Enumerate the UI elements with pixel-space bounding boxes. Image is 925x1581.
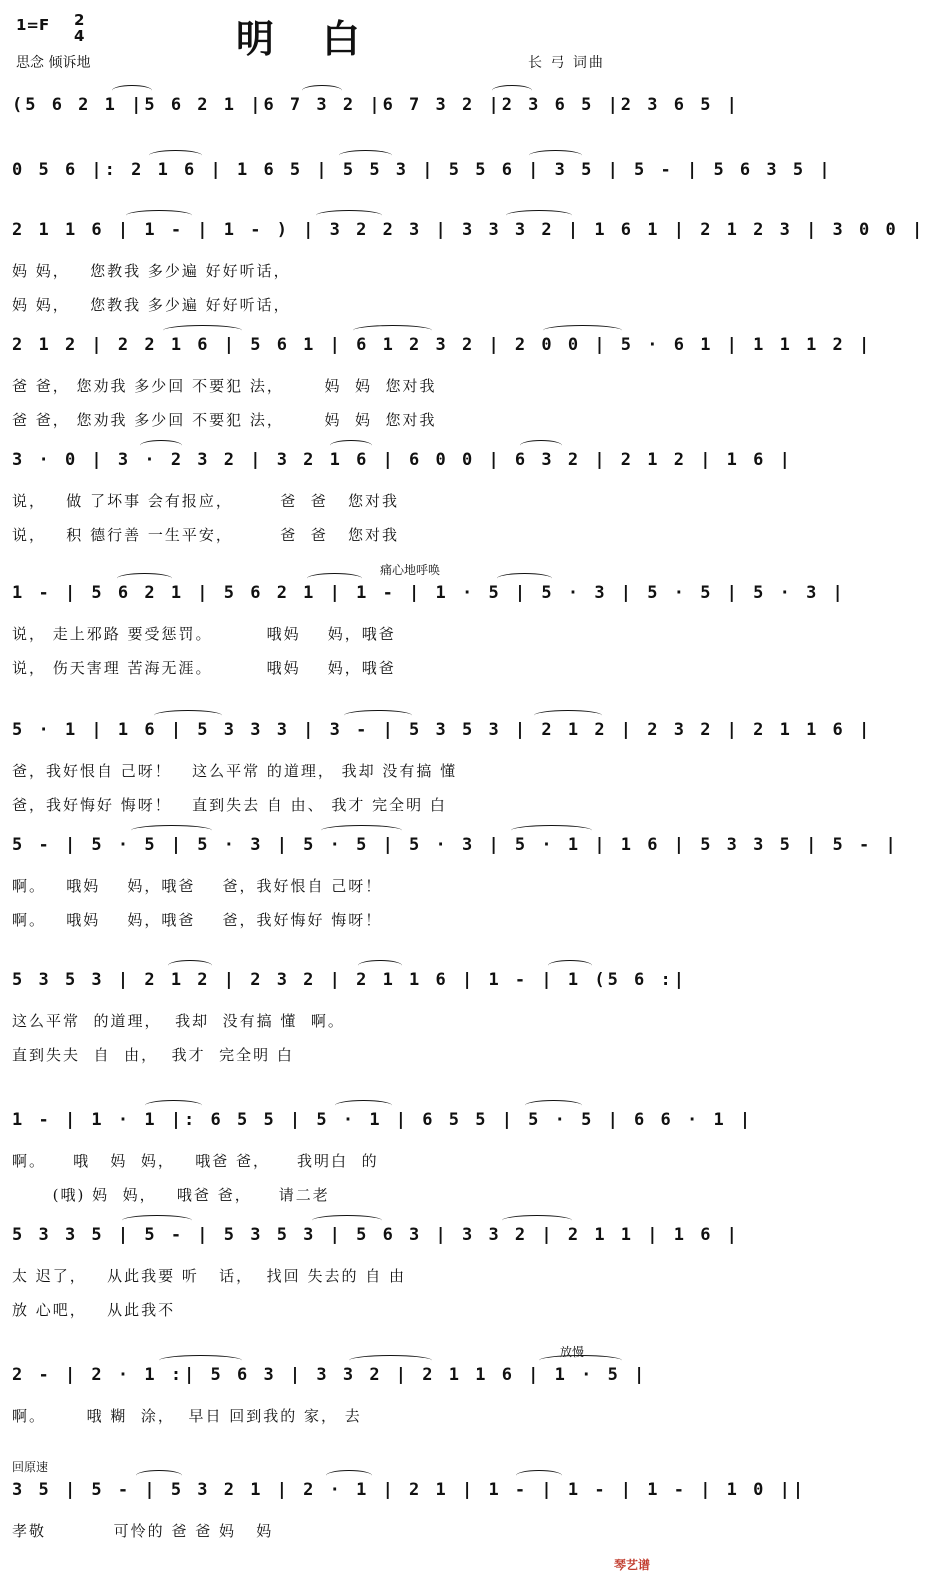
slur-mark (140, 440, 182, 451)
notation-line: 2 - | 2 · 1 :| 5 6 3 | 3 3 2 | 2 1 1 6 | 1 · 5 | (12, 1365, 648, 1385)
lyric-line: 说， 做 了坏事 会有报应， 爸 爸 您对我 (12, 492, 400, 510)
slur-mark (126, 210, 192, 221)
time-signature-top: 2 (74, 11, 85, 29)
slur-mark (543, 325, 622, 336)
song-title: 明白 (236, 16, 409, 61)
watermark-logo: 琴艺谱 (613, 1558, 650, 1572)
lyric-line: 妈 妈， 您教我 多少遍 好好听话， (12, 296, 291, 314)
slur-mark (502, 1215, 572, 1226)
slur-mark (497, 573, 552, 584)
slur-mark (159, 1355, 242, 1366)
lyric-line: 爸，我好悔好 悔呀！ 直到失去 自 由、 我才 完全明 白 (12, 796, 447, 814)
slur-mark (131, 825, 212, 836)
notation-line: 5 3 5 3 | 2 1 2 | 2 3 2 | 2 1 1 6 | 1 - | 1 (5 6 :| (12, 970, 687, 990)
performance-annotation: 放慢 (560, 1345, 585, 1359)
lyric-line: 啊。 哦妈 妈，哦爸 爸，我好悔好 悔呀！ (12, 911, 383, 929)
lyric-line: 放 心吧， 从此我不 (12, 1301, 176, 1319)
lyric-line: 妈 妈， 您教我 多少遍 好好听话， (12, 262, 291, 280)
notation-line: 3 · 0 | 3 · 2 3 2 | 3 2 1 6 | 6 0 0 | 6 3 2 | 2 1 2 | 1 6 | (12, 450, 793, 470)
lyric-line: (哦) 妈 妈， 哦爸 爸， 请二老 (12, 1186, 330, 1204)
slur-mark (349, 1355, 432, 1366)
lyric-line: 啊。 哦妈 妈，哦爸 爸，我好恨自 己呀！ (12, 877, 383, 895)
slur-mark (335, 1100, 392, 1111)
slur-mark (492, 85, 532, 96)
slur-mark (516, 1470, 562, 1481)
lyric-line: 太 迟了， 从此我要 听 话， 找回 失去的 自 由 (12, 1267, 406, 1285)
lyric-line: 啊。 哦 妈 妈， 哦爸 爸， 我明白 的 (12, 1152, 379, 1170)
time-signature (74, 12, 84, 44)
lyric-line: 这么平常 的道理， 我却 没有搞 懂 啊。 (12, 1012, 345, 1030)
slur-mark (168, 960, 212, 971)
slur-mark (117, 573, 172, 584)
slur-mark (145, 1100, 202, 1111)
lyric-line: 爸，我好恨自 己呀！ 这么平常 的道理， 我却 没有搞 懂 (12, 762, 458, 780)
slur-mark (154, 710, 222, 721)
performance-annotation: 回原速 (12, 1460, 49, 1474)
lyric-line: 说， 走上邪路 要受惩罚。 哦妈 妈，哦爸 (12, 625, 396, 643)
lyric-line: 直到失夫 自 由， 我才 完全明 白 (12, 1046, 294, 1064)
slur-mark (312, 1215, 382, 1226)
notation-line: 2 1 2 | 2 2 1 6 | 5 6 1 | 6 1 2 3 2 | 2 0 0 | 5 · 6 1 | 1 1 1 2 | (12, 335, 873, 355)
notation-line: 1 - | 5 6 2 1 | 5 6 2 1 | 1 - | 1 · 5 | 5 · 3 | 5 · 5 | 5 · 3 | (12, 583, 846, 603)
lyric-line: 啊。 哦 糊 涂， 早日 回到我的 家， 去 (12, 1407, 362, 1425)
slur-mark (534, 710, 602, 721)
author-credit: 长 弓 词曲 (528, 55, 605, 71)
slur-mark (136, 1470, 182, 1481)
slur-mark (525, 1100, 582, 1111)
notation-line: 5 · 1 | 1 6 | 5 3 3 3 | 3 - | 5 3 5 3 | 2 1 2 | 2 3 2 | 2 1 1 6 | (12, 720, 873, 740)
slur-mark (529, 150, 582, 161)
slur-mark (149, 150, 202, 161)
slur-mark (511, 825, 592, 836)
slur-mark (548, 960, 592, 971)
slur-mark (353, 325, 432, 336)
slur-mark (520, 440, 562, 451)
slur-mark (122, 1215, 192, 1226)
notation-line: 2 1 1 6 | 1 - | 1 - ) | 3 2 2 3 | 3 3 3 2 | 1 6 1 | 2 1 2 3 | 3 0 0 | (12, 220, 925, 240)
slur-mark (321, 825, 402, 836)
key-signature: 1=F (16, 16, 50, 34)
notation-line: 1 - | 1 · 1 |: 6 5 5 | 5 · 1 | 6 5 5 | 5 · 5 | 6 6 · 1 | (12, 1110, 754, 1130)
slur-mark (344, 710, 412, 721)
slur-mark (330, 440, 372, 451)
notation-line: 5 - | 5 · 5 | 5 · 3 | 5 · 5 | 5 · 3 | 5 · 1 | 1 6 | 5 3 3 5 | 5 - | (12, 835, 899, 855)
slur-mark (339, 150, 392, 161)
notation-line: 5 3 3 5 | 5 - | 5 3 5 3 | 5 6 3 | 3 3 2 | 2 1 1 | 1 6 | (12, 1225, 740, 1245)
slur-mark (539, 1355, 622, 1366)
slur-mark (307, 573, 362, 584)
lyric-line: 说， 积 德行善 一生平安， 爸 爸 您对我 (12, 526, 400, 544)
slur-mark (326, 1470, 372, 1481)
slur-mark (302, 85, 342, 96)
slur-mark (506, 210, 572, 221)
notation-line: (5 6 2 1 |5 6 2 1 |6 7 3 2 |6 7 3 2 |2 3 6 5 |2 3 6 5 | (12, 95, 740, 115)
slur-mark (358, 960, 402, 971)
slur-mark (316, 210, 382, 221)
tempo-marking: 思念 倾诉地 (16, 55, 91, 71)
notation-line: 0 5 6 |: 2 1 6 | 1 6 5 | 5 5 3 | 5 5 6 | 3 5 | 5 - | 5 6 3 5 | (12, 160, 833, 180)
lyric-line: 爸 爸， 您劝我 多少回 不要犯 法， 妈 妈 您对我 (12, 377, 437, 395)
performance-annotation: 痛心地呼唤 (380, 563, 441, 577)
lyric-line: 说， 伤天害理 苦海无涯。 哦妈 妈，哦爸 (12, 659, 396, 677)
notation-line: 3 5 | 5 - | 5 3 2 1 | 2 · 1 | 2 1 | 1 - | 1 - | 1 - | 1 0 || (12, 1480, 807, 1500)
time-signature-bottom: 4 (74, 27, 85, 45)
lyric-line: 爸 爸， 您劝我 多少回 不要犯 法， 妈 妈 您对我 (12, 411, 437, 429)
lyric-line: 孝敬 可怜的 爸 爸 妈 妈 (12, 1522, 274, 1540)
slur-mark (112, 85, 152, 96)
slur-mark (163, 325, 242, 336)
